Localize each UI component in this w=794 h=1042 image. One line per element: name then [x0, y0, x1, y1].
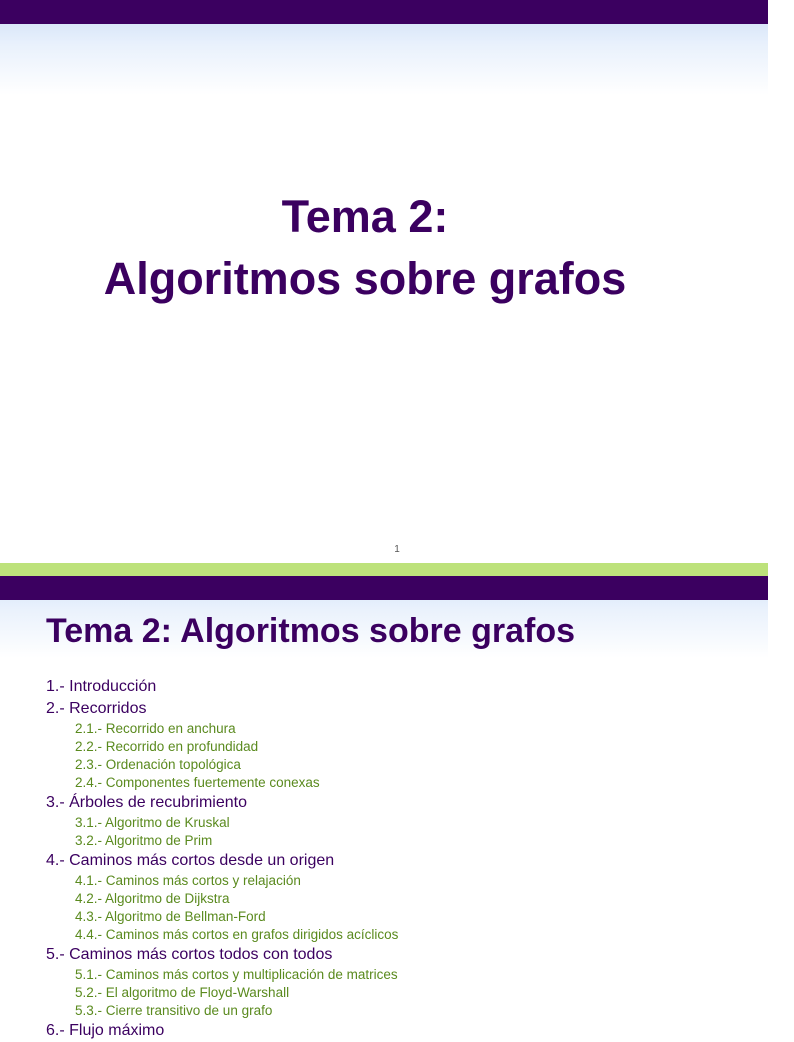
toc-subsection: 2.2.- Recorrido en profundidad — [75, 739, 259, 754]
toc-section-title: 5.- Caminos más cortos todos con todos — [46, 946, 333, 963]
slide-title: Tema 2: Algoritmos sobre grafos — [46, 612, 575, 650]
toc-section — [46, 1020, 398, 1042]
page-number: 1 — [394, 544, 400, 555]
toc-subsection: 2.4.- Componentes fuertemente conexas — [75, 775, 320, 790]
title-line-1: Tema 2: — [281, 191, 449, 242]
toc-section — [46, 850, 398, 944]
title-line-2: Algoritmos sobre grafos — [103, 253, 627, 304]
toc-subsection: 5.2.- El algoritmo de Floyd-Warshall — [75, 985, 290, 1000]
divider-bar — [0, 563, 768, 576]
toc-subsection-list — [46, 872, 398, 944]
toc-subsection-list — [46, 720, 398, 792]
toc-subsection: 5.3.- Cierre transitivo de un grafo — [75, 1003, 273, 1018]
toc-subsection: 2.3.- Ordenación topológica — [75, 757, 241, 772]
slide-2 — [0, 563, 768, 1039]
toc-subsection: 2.1.- Recorrido en anchura — [75, 721, 236, 736]
toc-subsection: 5.1.- Caminos más cortos y multiplicación de matrices — [75, 967, 398, 982]
header-bar — [0, 0, 768, 24]
toc-section-title: 4.- Caminos más cortos desde un origen — [46, 852, 335, 869]
toc-subsection: 3.2.- Algoritmo de Prim — [75, 833, 213, 848]
toc-section-title: 1.- Introducción — [46, 678, 157, 695]
toc-subsection: 4.3.- Algoritmo de Bellman-Ford — [75, 909, 266, 924]
toc-subsection: 3.1.- Algoritmo de Kruskal — [75, 815, 230, 830]
toc-section-title: 3.- Árboles de recubrimiento — [46, 794, 247, 811]
toc-subsection: 4.4.- Caminos más cortos en grafos dirigidos acíclicos — [75, 927, 399, 942]
toc-subsection-list — [46, 966, 398, 1020]
toc-subsection: 4.1.- Caminos más cortos y relajación — [75, 873, 301, 888]
header-bar — [0, 576, 768, 600]
toc-section — [46, 944, 398, 1020]
toc-section — [46, 698, 398, 792]
toc-subsection-list — [46, 814, 398, 850]
toc-section-title: 6.- Flujo máximo — [46, 1022, 165, 1039]
toc-section — [46, 676, 398, 698]
toc-section — [46, 792, 398, 850]
toc-subsection: 4.2.- Algoritmo de Dijkstra — [75, 891, 230, 906]
toc-section-title: 2.- Recorridos — [46, 700, 147, 717]
table-of-contents — [46, 676, 398, 1042]
slide-title — [0, 186, 730, 310]
